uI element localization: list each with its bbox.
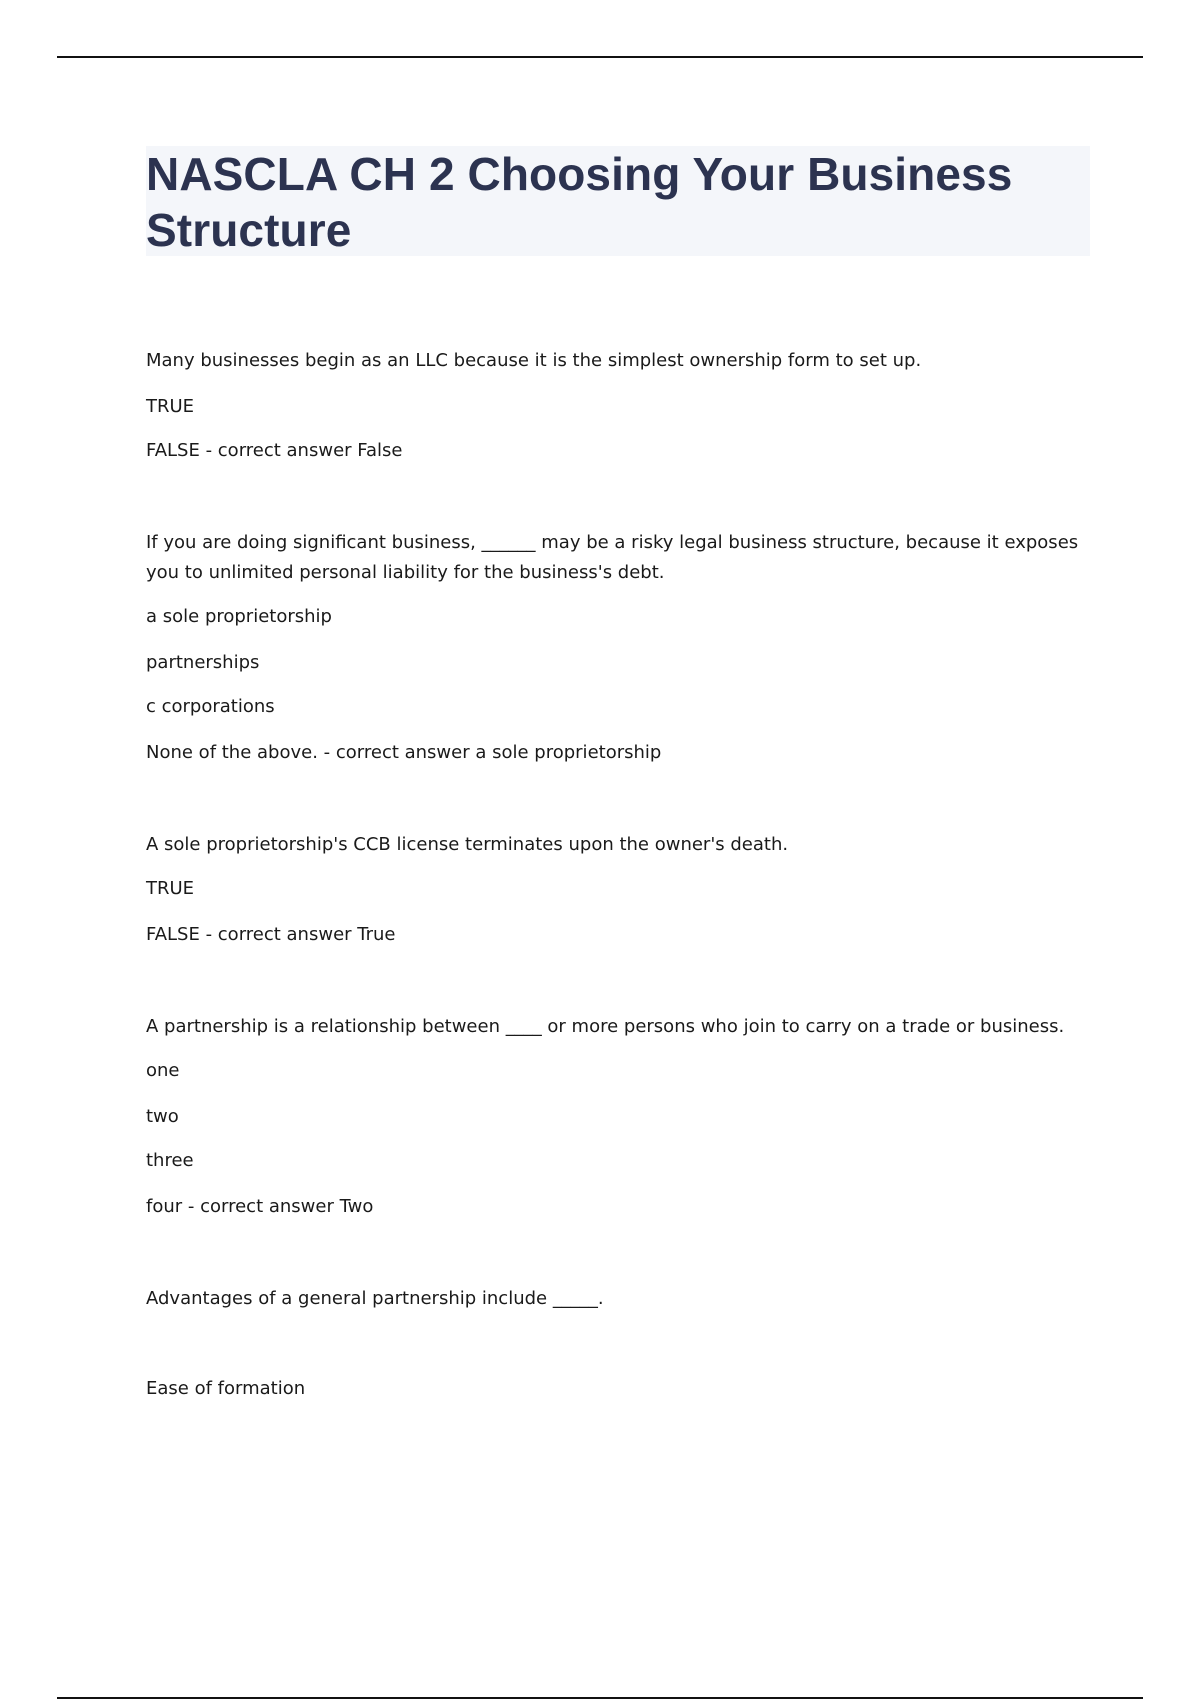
question-1-prompt: Many businesses begin as an LLC because it is the simplest ownership form to set up.: [146, 350, 922, 371]
question-2-option-3: c corporations: [146, 696, 275, 717]
question-2-prompt: If you are doing significant business, ______ may be a risky legal business structure, because it exposes you to unlimited personal liability for the business's debt.: [146, 532, 1079, 583]
question-2-option-4: None of the above. - correct answer a sole proprietorship: [146, 742, 662, 763]
question-4-option-2: two: [146, 1106, 179, 1127]
question-1-option-2: FALSE - correct answer False: [146, 440, 403, 461]
question-3-prompt: A sole proprietorship's CCB license terminates upon the owner's death.: [146, 834, 789, 855]
question-4-option-1: one: [146, 1060, 180, 1081]
document-title: NASCLA CH 2 Choosing Your Business Structure: [146, 148, 1013, 256]
question-4-prompt: A partnership is a relationship between ____ or more persons who join to carry on a trade or business.: [146, 1016, 1065, 1037]
question-4-option-3: three: [146, 1150, 194, 1171]
question-4-option-4: four - correct answer Two: [146, 1196, 374, 1217]
question-2-option-1: a sole proprietorship: [146, 606, 332, 627]
question-3-option-2: FALSE - correct answer True: [146, 924, 396, 945]
question-3-option-1: TRUE: [146, 878, 195, 899]
question-1-option-1: TRUE: [146, 396, 195, 417]
question-2-option-2: partnerships: [146, 652, 260, 673]
title-banner: [146, 146, 1090, 256]
footer-rule: [57, 1697, 1143, 1699]
question-5-option-1: Ease of formation: [146, 1378, 306, 1399]
question-5-prompt: Advantages of a general partnership include _____.: [146, 1288, 604, 1309]
header-rule: [57, 56, 1143, 58]
